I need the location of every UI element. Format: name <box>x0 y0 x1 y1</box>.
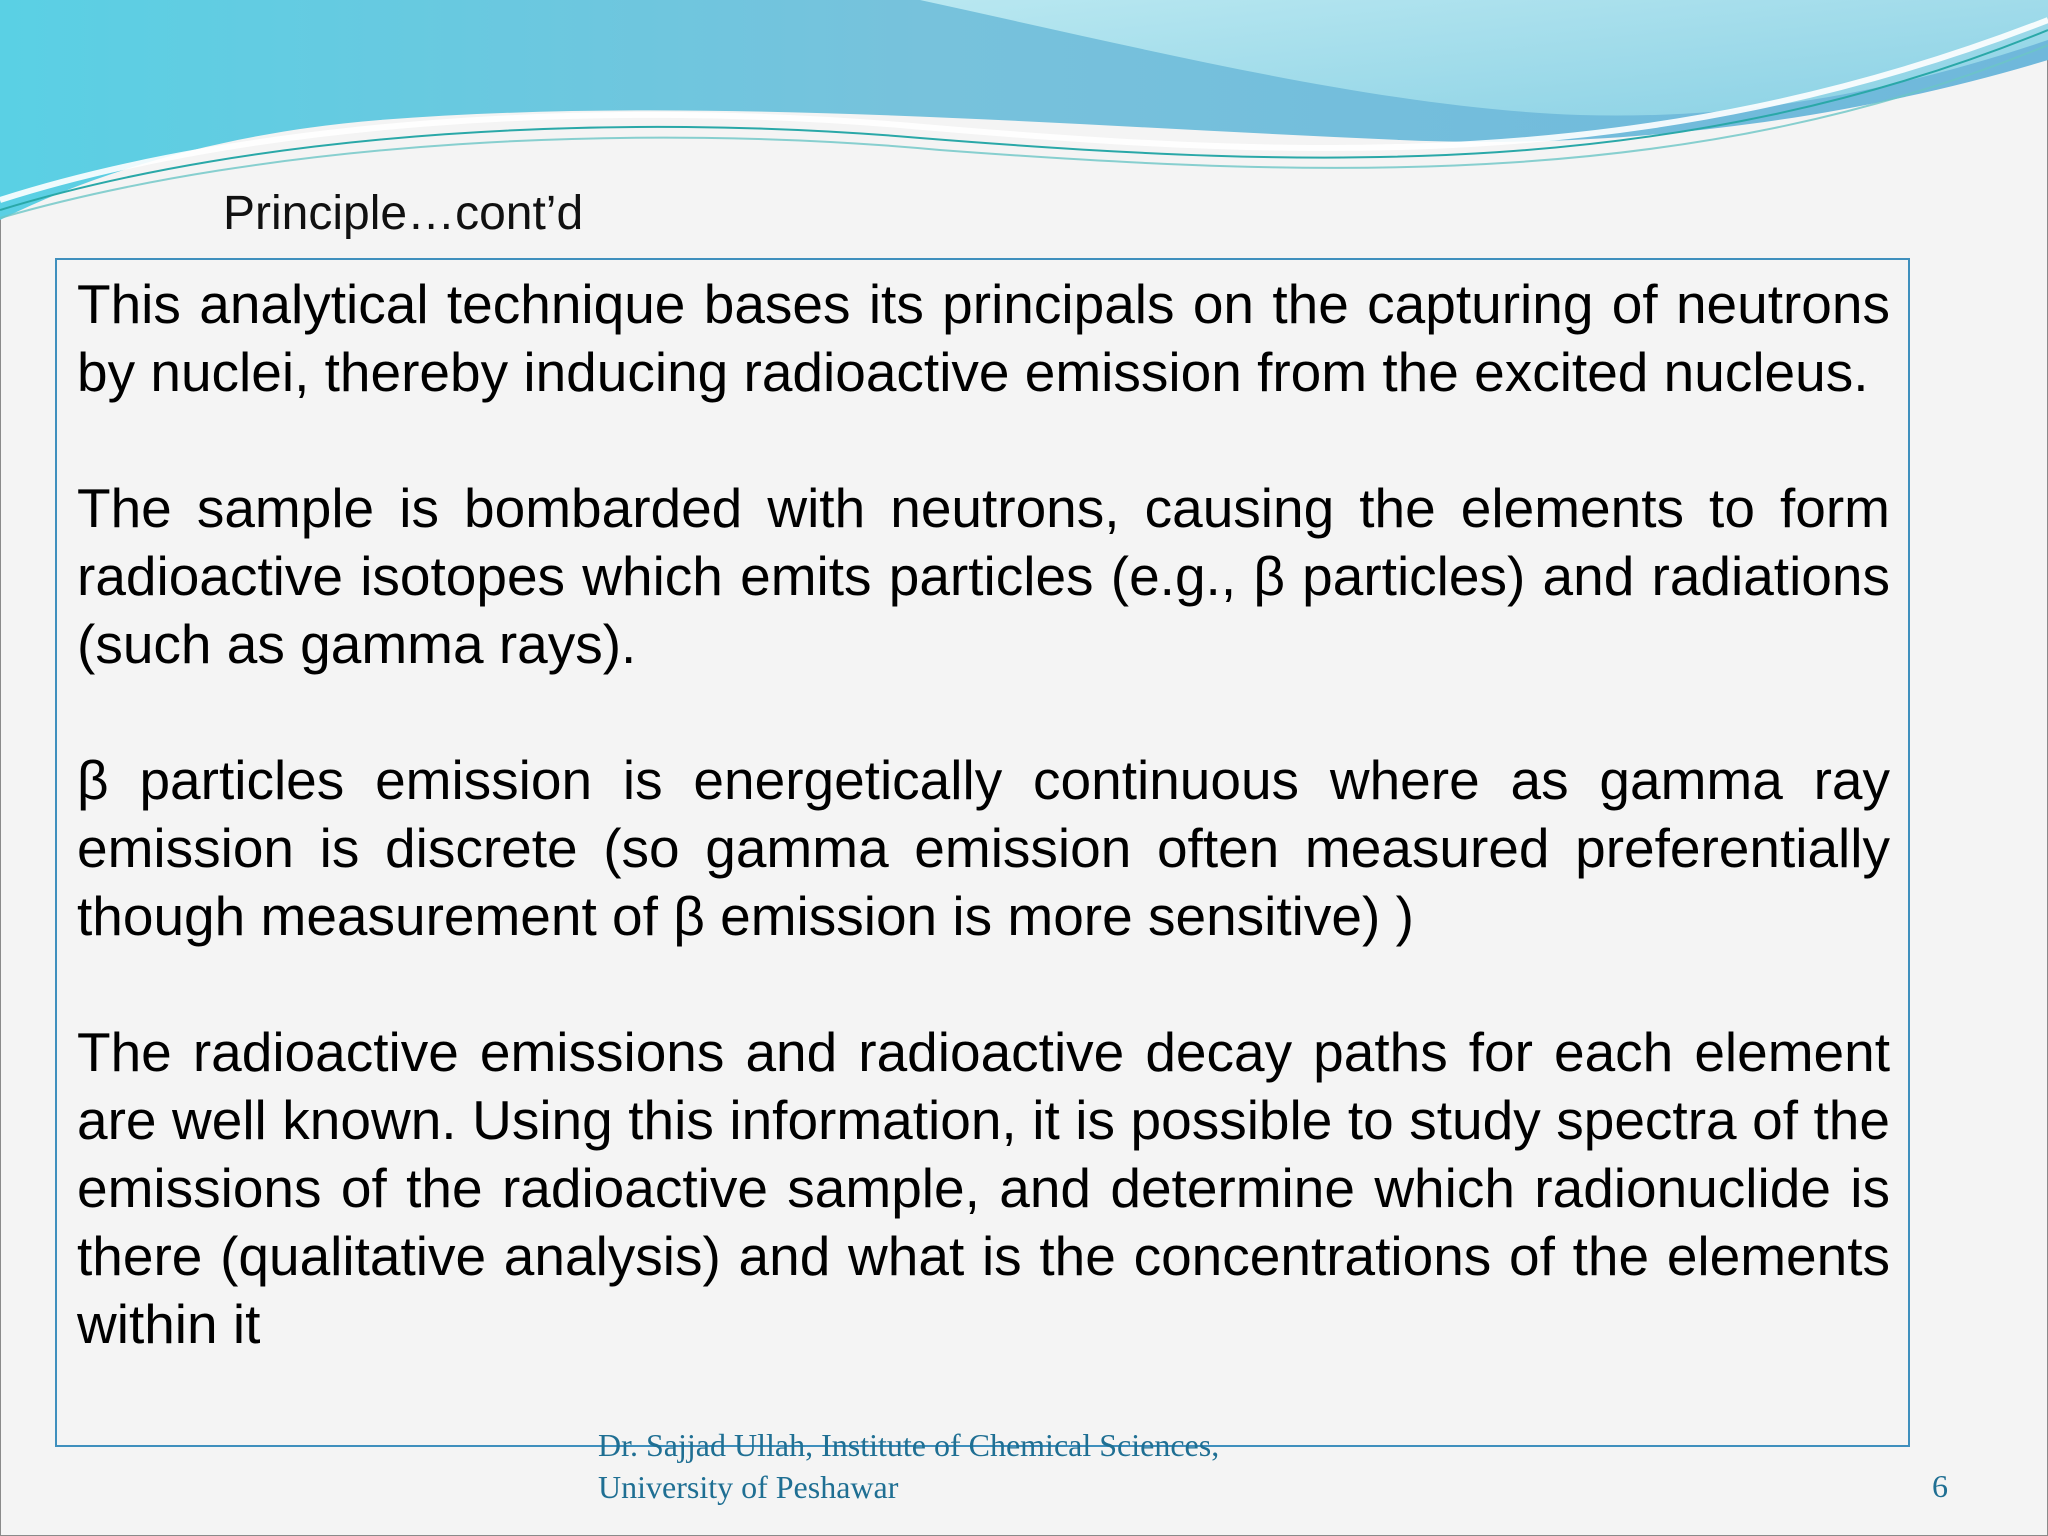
slide-title: Principle…cont’d <box>223 187 584 240</box>
footer-author-line2: University of Peshawar <box>598 1469 899 1505</box>
body-text <box>77 270 1890 1358</box>
footer-author-line1: Dr. Sajjad Ullah, Institute of Chemical Sciences, <box>598 1427 1220 1463</box>
paragraph-neutron-capture: This analytical technique bases its principals on the capturing of neutrons by nuclei, thereby inducing radioactive emission from the excited nucleus. <box>77 273 1890 403</box>
paragraph-emission-types: β particles emission is energetically continuous where as gamma ray emission is discrete (so gamma emission often measured preferentially though measurement of β emission is more sensitive) ) <box>77 749 1890 947</box>
footer-author <box>598 1424 1219 1508</box>
paragraph-bombardment: The sample is bombarded with neutrons, causing the elements to form radioactive isotopes which emits particles (e.g., β particles) and radiations (such as gamma rays). <box>77 477 1890 675</box>
paragraph-spectra-analysis: The radioactive emissions and radioactive decay paths for each element are well known. Using this information, it is possible to study spectra of the emissions of the radioactive sample, and determine which radionuclide is there (qualitative analysis) and what is the concentrations of the elements within it <box>77 1021 1890 1355</box>
page-number: 6 <box>1932 1468 1948 1504</box>
